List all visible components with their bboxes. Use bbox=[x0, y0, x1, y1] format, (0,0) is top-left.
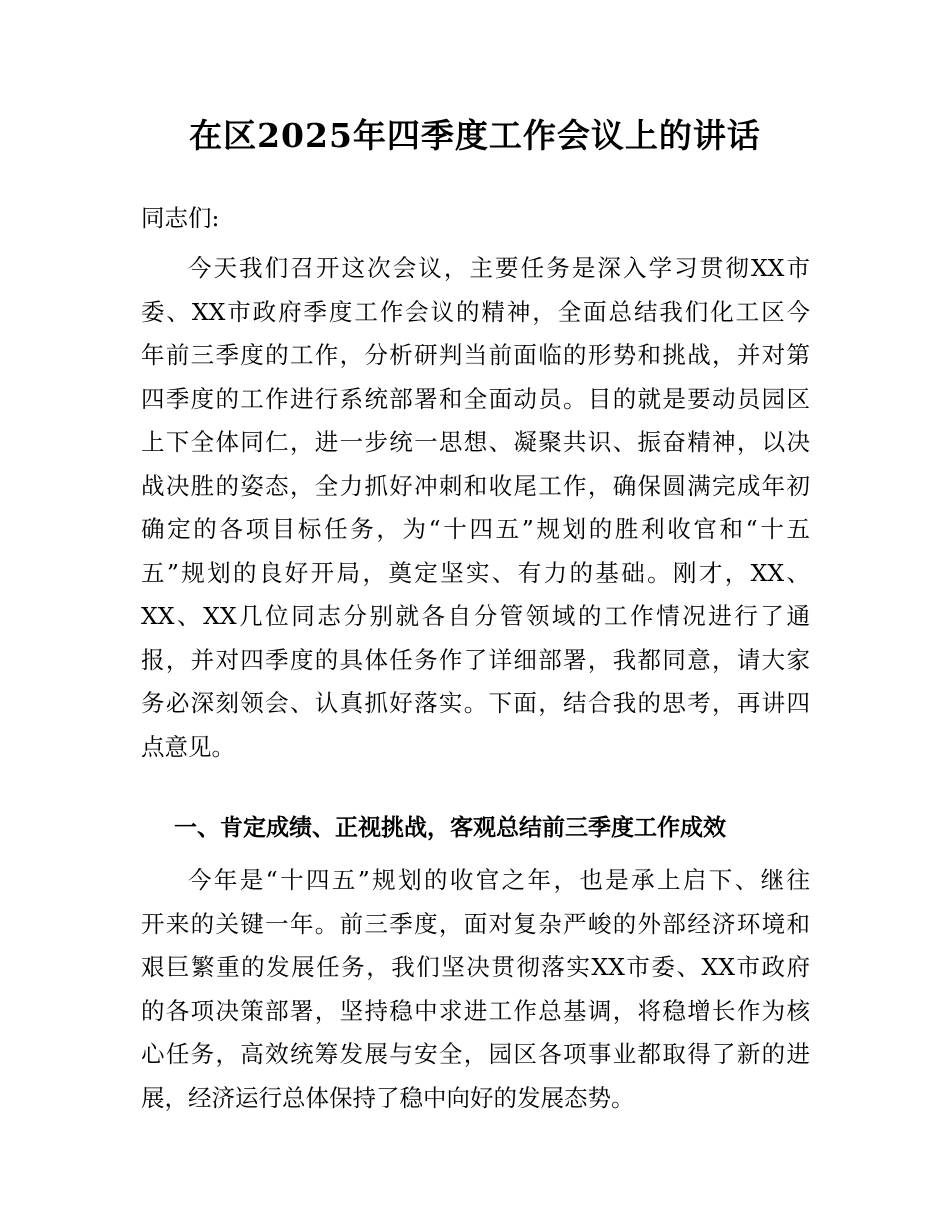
paragraph-line: 心任务，高效统筹发展与安全，园区各项事业都取得了新的进 bbox=[141, 1040, 810, 1068]
paragraph-line: 展，经济运行总体保持了稳中向好的发展态势。 bbox=[141, 1083, 635, 1112]
document-title: 在区2025年四季度工作会议上的讲话 bbox=[189, 116, 761, 155]
paragraph-line: 报，并对四季度的具体任务作了详细部署，我都同意，请大家 bbox=[141, 645, 810, 674]
paragraph-line: 务必深刻领会、认真抓好落实。下面，结合我的思考，再讲四 bbox=[141, 689, 810, 717]
paragraph-line: 点意见。 bbox=[141, 732, 235, 761]
paragraph-line: 艰巨繁重的发展任务，我们坚决贯彻落实XX市委、XX市政府 bbox=[141, 953, 810, 981]
paragraph-line: 五”规划的良好开局，奠定坚实、有力的基础。刚才，XX、 bbox=[141, 558, 810, 587]
intro-paragraph bbox=[141, 247, 810, 769]
paragraph-line: 上下全体同仁，进一步统一思想、凝聚共识、振奋精神，以决 bbox=[141, 428, 810, 456]
paragraph-line: 战决胜的姿态，全力抓好冲刺和收尾工作，确保圆满完成年初 bbox=[141, 471, 810, 500]
paragraph-line: 今年是“十四五”规划的收官之年，也是承上启下、继往 bbox=[188, 866, 810, 894]
paragraph-line: 的各项决策部署，坚持稳中求进工作总基调，将稳增长作为核 bbox=[141, 996, 810, 1025]
paragraph-line: XX、XX几位同志分别就各自分管领域的工作情况进行了通 bbox=[141, 602, 810, 630]
paragraph-line: 委、XX市政府季度工作会议的精神，全面总结我们化工区今 bbox=[141, 297, 810, 326]
greeting: 同志们: bbox=[141, 204, 220, 232]
section-paragraph bbox=[141, 859, 810, 1120]
paragraph-line: 今天我们召开这次会议，主要任务是深入学习贯彻XX市 bbox=[188, 254, 810, 282]
section-heading: 一、肯定成绩、正视挑战，客观总结前三季度工作成效 bbox=[174, 815, 726, 841]
paragraph-line: 确定的各项目标任务，为“十四五”规划的胜利收官和“十五 bbox=[141, 515, 810, 543]
paragraph-line: 四季度的工作进行系统部署和全面动员。目的就是要动员园区 bbox=[141, 384, 810, 413]
paragraph-line: 年前三季度的工作，分析研判当前面临的形势和挑战，并对第 bbox=[141, 341, 810, 369]
paragraph-line: 开来的关键一年。前三季度，面对复杂严峻的外部经济环境和 bbox=[141, 909, 810, 938]
